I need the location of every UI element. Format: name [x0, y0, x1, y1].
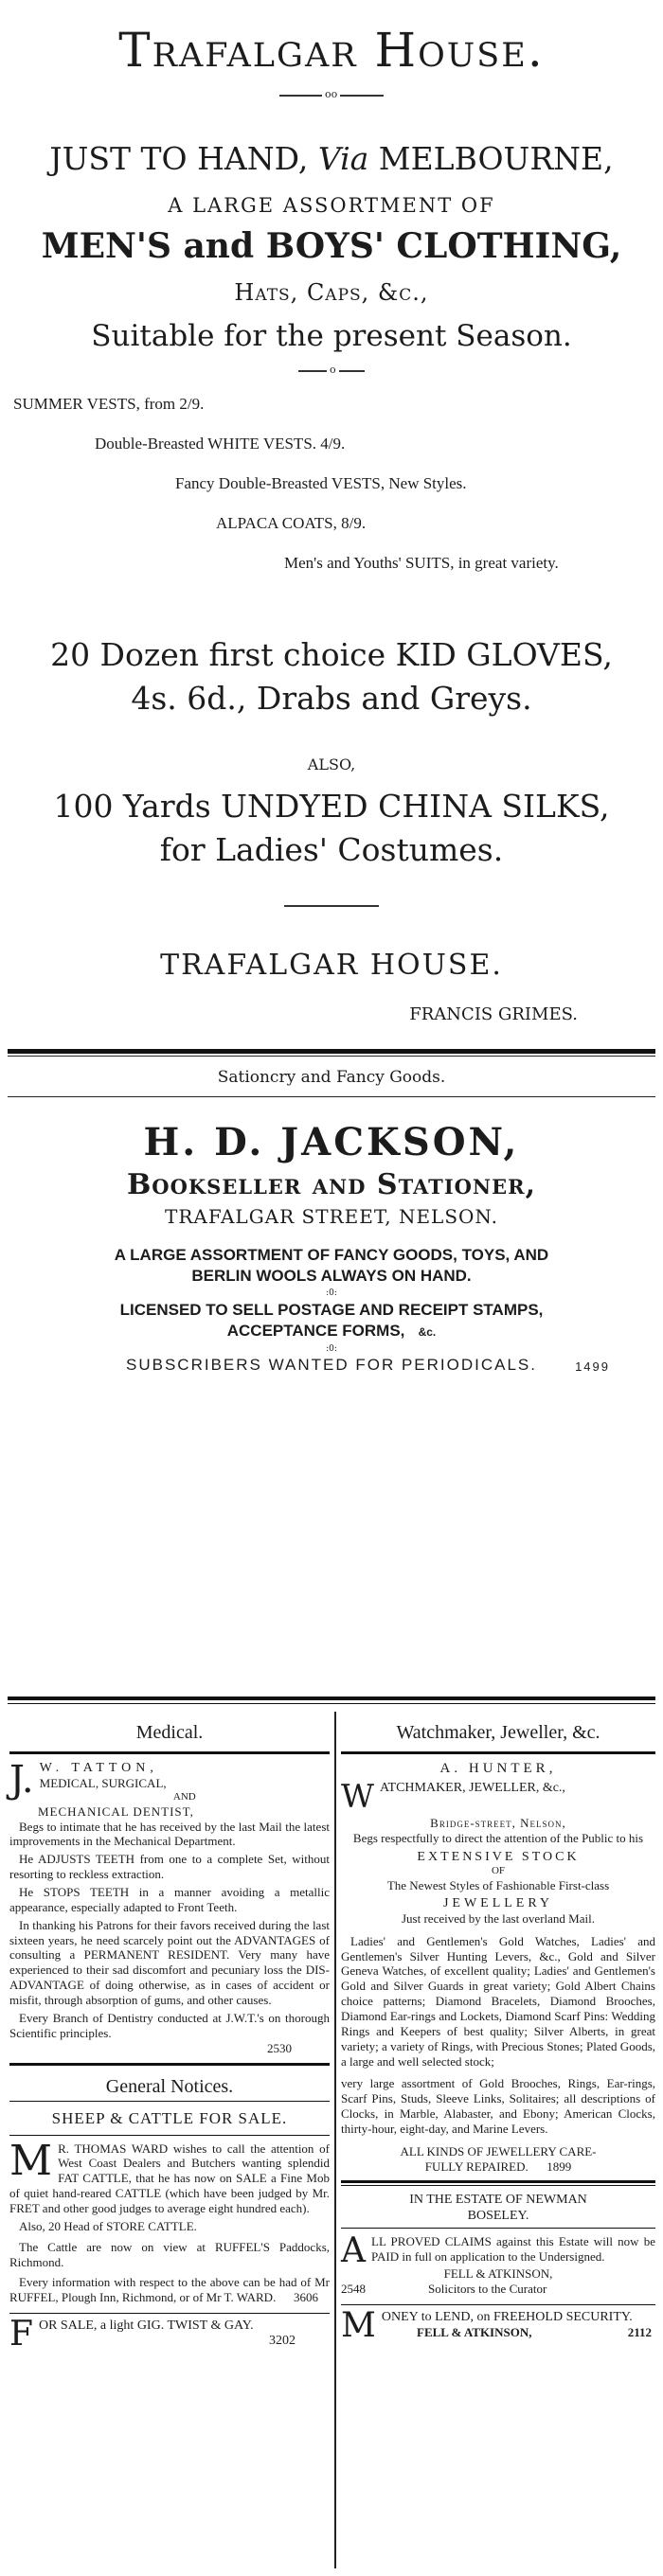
initial-f: F [9, 2315, 33, 2354]
jackson-name: H. D. JACKSON, [143, 1120, 520, 1165]
notices-rule-top [9, 2063, 330, 2066]
hunter-p3: very large assortment of Gold Brooches, Rings, Ear-rings, Scarf Pins, Studs, Sleeve Links, Solitaires; all descriptions of Clocks, in Marble, Alabaster, and Ebony; American Clocks, thirty-hour, eight-day, and Marine Levers. [341, 2076, 655, 2136]
ward-p1: R. THOMAS WARD wishes to call the attention of West Coast Dealers and Butchers wanting splendid FAT CATTLE, that he has now on SALE a Fine Mob of quiet hand-reared CATTLE (which have been judged by Mr. FRET and other good judges to average eight hundred each). [9, 2141, 330, 2216]
initial-a: A [341, 2230, 366, 2270]
shipment-line: JUST TO HAND, Via MELBOURNE, [49, 140, 614, 177]
ward-p3: The Cattle are now on view at RUFFEL'S Paddocks, Richmond. [9, 2239, 330, 2269]
gig-text: OR SALE, a light GIG. TWIST & GAY. [38, 2318, 254, 2334]
columns-rule [8, 1697, 655, 1700]
hunter-p1: Begs respectfully to direct the attention of the Public to his [352, 1830, 644, 1845]
section-rule [8, 1049, 655, 1054]
season-line: Suitable for the present Season. [91, 319, 572, 353]
tatton-name: W. TATTON, [39, 1761, 158, 1776]
estate-rule-thin [341, 2185, 655, 2186]
estate-firm: FELL & ATKINSON, [443, 2265, 553, 2281]
column-divider [334, 1712, 336, 2568]
estate-number: 2548 [341, 2281, 366, 2296]
medical-p1: Begs to intimate that he has received by the last Mail the latest improvements in the Mechanical Department. [9, 1819, 330, 1849]
estate-p1: LL PROVED CLAIMS against this Estate will now be PAID in full on application to the Undersigned. [371, 2233, 655, 2264]
item-alpaca-coats: ALPACA COATS, 8/9. [216, 514, 367, 532]
money-rule [341, 2304, 655, 2305]
silks-line: 100 Yards UNDYED CHINA SILKS, for Ladies' Costumes. [53, 788, 610, 868]
repair-line: ALL KINDS OF JEWELLERY CARE- FULLY REPAIRED. 1899 [400, 2143, 597, 2174]
estate-rule [341, 2228, 655, 2229]
tatton-header [9, 1760, 330, 1819]
initial-w: W [341, 1777, 374, 1816]
medical-rule [9, 1751, 330, 1754]
ward-p2: Also, 20 Head of STORE CATTLE. [19, 2218, 197, 2233]
section-heading: Sationcry and Fancy Goods. [217, 1068, 446, 1088]
hunter-name: A. HUNTER, [439, 1761, 557, 1777]
section-rule-thin [8, 1056, 655, 1057]
item-summer-vests: SUMMER VESTS, from 2/9. [13, 395, 205, 413]
estate-role: Solicitors to the Curator [428, 2281, 547, 2296]
ward-notice [9, 2136, 330, 2216]
ornament-rule: oo [279, 95, 384, 97]
initial-m: M [9, 2136, 53, 2185]
licensed-line: LICENSED TO SELL POSTAGE AND RECEIPT STAMPS, ACCEPTANCE FORMS, &c. [119, 1301, 544, 1341]
hats-line: Hats, Caps, &c., [234, 279, 429, 306]
trafalgar-advert [0, 23, 663, 1024]
medical-p3: He STOPS TEETH in a manner avoiding a metallic appearance, especially adapted to Front Teeth. [9, 1885, 330, 1914]
hunter-p2: Ladies' and Gentlemen's Gold Watches, Ladies' and Gentlemen's Silver Hunting Levers, &c., Gold and Silver Geneva Watches, of excellent quality; Ladies' and Gentlemen's Gold and Silver Guards in great variety; Gold Albert Chains choice patterns; Diamond Bracelets, Diamond Brooches, Diamond Ear-rings and Lockets, Diamond Scarf Pins: Wedding Rings and Keepers of best quality; Silver Alberts, in great variety; a variety of Rings, with Precious Stones; Plated Goods, a large and well selected stock; [341, 1933, 655, 2069]
of-line: OF [491, 1865, 506, 1877]
ward-p4: Every information with respect to the above can be had of Mr RUFFEL, Plough Inn, Richmond, or of Mr T. WARD. 3606 [9, 2275, 330, 2305]
newest-line: The Newest Styles of Fashionable First-class [386, 1877, 610, 1892]
money-notice [341, 2305, 655, 2345]
gloves-line: 20 Dozen first choice KID GLOVES, 4s. 6d., Drabs and Greys. [50, 636, 613, 717]
jackson-advert [0, 1068, 663, 1374]
tatton-line-1: MEDICAL, SURGICAL, [39, 1776, 167, 1791]
watch-heading: Watchmaker, Jeweller, &c. [396, 1722, 600, 1743]
item-suits: Men's and Youths' SUITS, in great variety. [284, 554, 559, 572]
hunter-trade-text: ATCHMAKER, JEWELLER, &c., [379, 1780, 565, 1795]
proprietor-name: FRANCIS GRIMES. [409, 1004, 578, 1025]
estate-footer [341, 2282, 655, 2297]
medical-heading: Medical. [135, 1722, 204, 1743]
estate-rule-top [341, 2180, 655, 2183]
separator-2: :0: [326, 1343, 337, 1354]
notices-heading: General Notices. [105, 2076, 234, 2098]
initial-j: J. [9, 1758, 34, 1803]
divider-rule [284, 905, 379, 907]
medical-p4: In thanking his Patrons for their favors received during the last sixteen years, he need scarcely point out the ADVANTAGES of consulting a PERMANENT RESIDENT. Very many have experienced to their sad discomfort and pecuniary loss the DIS-ADVANTAGE of doing otherwise, as in cases of accident or misfit, through absorption of gums, and other causes. [9, 1917, 330, 2008]
initial-m-money: M [341, 2305, 376, 2345]
two-column-section [9, 1712, 655, 2568]
tatton-line-2: MECHANICAL DENTIST, [38, 1803, 194, 1819]
advert-number: 1499 [575, 1359, 610, 1374]
notices-rule [9, 2101, 330, 2102]
left-column [9, 1712, 330, 2354]
hunter-address: Bridge-street, Nelson, [430, 1815, 566, 1830]
extensive-stock: EXTENSIVE STOCK [417, 1850, 580, 1865]
medical-number: 2530 [267, 2040, 292, 2055]
right-column [341, 1712, 655, 2345]
separator: :0: [326, 1288, 337, 1299]
item-white-vests: Double-Breasted WHITE VESTS. 4/9. [95, 435, 346, 453]
sheep-rule [9, 2135, 330, 2136]
estate-notice [341, 2230, 655, 2270]
columns-rule-thin [8, 1703, 655, 1704]
money-text: ONEY to LEND, on FREEHOLD SECURITY. [381, 2309, 633, 2324]
tatton-and: AND [172, 1791, 196, 1803]
gig-notice [9, 2315, 330, 2354]
gig-rule [9, 2313, 330, 2314]
jackson-trade: Bookseller and Stationer, [126, 1168, 537, 1202]
gig-number: 3202 [269, 2334, 296, 2349]
store-name: TRAFALGAR HOUSE. [160, 949, 503, 983]
subscribers-line: SUBSCRIBERS WANTED FOR PERIODICALS. 1499 [126, 1355, 610, 1374]
assortment-line: A LARGE ASSORTMENT OF [168, 194, 495, 217]
clothing-headline: MEN'S and BOYS' CLOTHING, [41, 226, 622, 266]
received-line: Just received by the last overland Mail. [402, 1910, 595, 1926]
estate-heading: IN THE ESTATE OF NEWMAN BOSELEY. [409, 2192, 587, 2223]
ornament-rule-small: o [298, 370, 365, 372]
medical-p5: Every Branch of Dentistry conducted at J.W.T.'s on thorough Scientific principles. [9, 2010, 330, 2040]
item-fancy-vests: Fancy Double-Breasted VESTS, New Styles. [175, 474, 467, 492]
hunter-trade [341, 1777, 655, 1816]
medical-p2: He ADJUSTS TEETH from one to a complete Set, without resorting to reckless extraction. [9, 1852, 330, 1882]
also-line: ALSO, [307, 755, 356, 774]
watch-rule [341, 1751, 655, 1754]
jewellery-line: JEWELLERY [442, 1895, 554, 1910]
money-footer: FELL & ATKINSON, 2112 [417, 2324, 652, 2339]
jackson-address: TRAFALGAR STREET, NELSON. [164, 1205, 498, 1229]
advert-title: Trafalgar House. [118, 23, 545, 78]
fancy-goods-line: A LARGE ASSORTMENT OF FANCY GOODS, TOYS, AND BERLIN WOOLS ALWAYS ON HAND. [114, 1246, 549, 1286]
heading-rule [8, 1096, 655, 1097]
sheep-heading: SHEEP & CATTLE FOR SALE. [51, 2108, 288, 2127]
